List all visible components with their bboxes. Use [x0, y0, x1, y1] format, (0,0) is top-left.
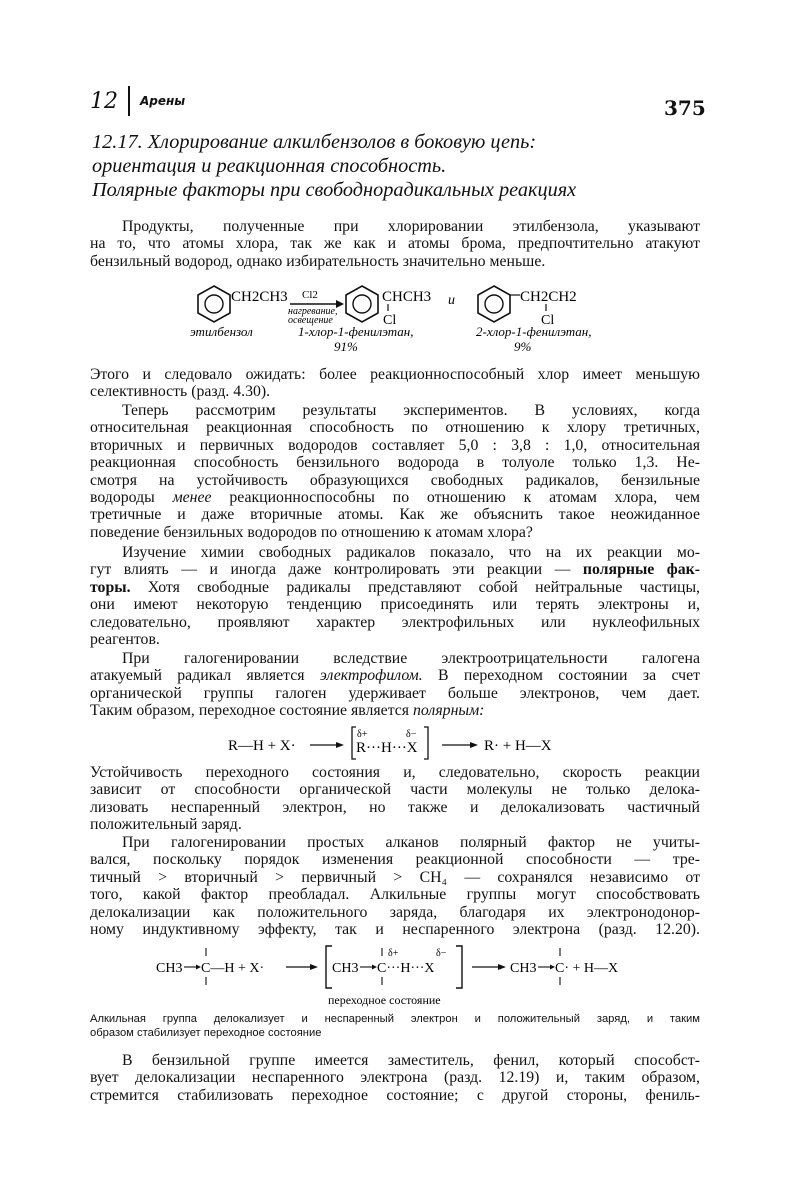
text-line: тичный > вторичный > первичный > CH₄ — сохранялся независимо от: [90, 868, 700, 886]
product1-cl: Cl: [383, 313, 397, 328]
conjunction: и: [448, 293, 455, 308]
paragraph-experiments: [90, 402, 700, 541]
delta-plus: δ+: [357, 729, 368, 740]
equation-svg: [226, 724, 586, 764]
paragraph-benzyl: [90, 1052, 700, 1104]
ts-methyl: CH3: [332, 961, 359, 976]
conditions-line1: нагревание,: [288, 306, 338, 317]
conditions-line2: освещение: [288, 315, 333, 326]
text-line: [90, 561, 700, 578]
arrow-head-icon: [336, 742, 344, 748]
chlorination-scheme-svg: [186, 280, 726, 360]
text-line: следовательно, проявляют характер электрофильных или нуклеофильных: [90, 613, 700, 631]
text-line: реакционная способность бензильного водорода в толуоле только 1,3. Не-: [90, 454, 700, 472]
text-line: третичные и даже вторичные атомы. Как же объяснить такое неожиданное: [90, 506, 700, 524]
arrow-head-icon: [310, 964, 318, 970]
paragraph-stability: [90, 764, 700, 834]
delta-minus: δ−: [406, 729, 417, 740]
text-line: [90, 667, 700, 684]
product2-cl: Cl: [541, 313, 555, 328]
emphasis-electrophile: электрофилом.: [319, 667, 423, 685]
right-bracket: [456, 946, 462, 988]
emphasis-polar: полярным:: [413, 702, 485, 720]
arrow-head-icon: [470, 742, 478, 748]
text-line: ному индуктивному эффекту, так и неспаренного электрона (разд. 12.20).: [90, 921, 700, 939]
reactant-name: этилбензол: [190, 324, 253, 339]
paragraph-halogenation: [90, 650, 700, 720]
product1-group: CHCH3: [382, 289, 432, 305]
ts-rest: C···H···X: [377, 961, 435, 976]
equation-alkyl-transition-state: [154, 944, 654, 1008]
lhs-methyl: CH3: [156, 961, 183, 976]
product2-yield: 9%: [514, 339, 532, 354]
chlorination-scheme: [186, 280, 726, 360]
product1-yield: 91%: [334, 339, 358, 354]
text-span: Хотя свободные радикалы представляют собой нейтральные частицы,: [147, 578, 701, 596]
text-line: положительный заряд.: [90, 816, 242, 834]
text-line: В бензильной группе имеется заместитель, фенил, который способст-: [122, 1052, 700, 1069]
text-line: относительная реакционная способность по отношению к хлору третичных,: [90, 419, 700, 437]
text-line: вует делокализации неспаренного электрона (разд. 12.19) и, таким образом,: [90, 1069, 700, 1087]
text-line: органической группы галоген удерживает больше электронов, чем дает.: [90, 684, 700, 702]
transition-state-label: переходное состояние: [328, 993, 441, 1007]
text-line: [90, 702, 700, 719]
ts-delta-minus: δ−: [436, 948, 447, 959]
text-line: Устойчивость переходного состояния и, следовательно, скорость реакции: [90, 764, 700, 781]
text-line: Этого и следовало ожидать: более реакционноспособный хлор имеет меньшую: [90, 366, 700, 383]
text-line: лизовать неспаренный электрон, но также и делокализовать частичный: [90, 798, 700, 816]
section-title-line: Полярные факторы при свободнорадикальных реакциях: [92, 179, 577, 201]
product1-name: 1-хлор-1-фенилэтан,: [298, 324, 414, 339]
caption-line: Алкильная группа делокализует и неспаренный электрон и положительный заряд, и таким: [90, 1013, 700, 1025]
rhs-rest: C· + H—X: [555, 961, 619, 976]
text-line: бензильный водород, однако избирательность значительно меньше.: [90, 252, 546, 270]
arrow-head-icon: [498, 964, 506, 970]
bold-term: полярные фак-: [582, 561, 700, 579]
paragraph-polar-factors: [90, 544, 700, 648]
text-line: Изучение химии свободных радикалов показало, что на их реакции мо-: [122, 544, 700, 561]
text-line: на то, что атомы хлора, так же как и атомы брома, предпочтительно атакуют: [90, 235, 700, 253]
text-line: смотря на устойчивость образующихся свободных радикалов, бензильные: [90, 471, 700, 489]
equation-lhs: R—H + X·: [228, 738, 296, 754]
section-title: [92, 130, 732, 202]
paragraph-expectation: [90, 366, 700, 401]
text-line: реагентов.: [90, 631, 160, 649]
paragraph-alkanes: [90, 834, 700, 938]
benzene-ring-icon: [478, 286, 510, 322]
text-span: Таким образом, переходное состояние является: [90, 702, 410, 720]
chapter-number: 12: [90, 88, 118, 114]
emphasis-less: менее: [172, 489, 212, 507]
text-span: реакционноспособны по отношению к атомам хлора, чем: [229, 489, 700, 507]
text-line: При галогенировании вследствие электроотрицательности галогена: [122, 650, 700, 667]
equation-transition-state: [226, 724, 586, 764]
text-line: стремится стабилизовать переходное состояние; с другой стороны, фениль-: [90, 1086, 700, 1104]
reagent: Cl2: [302, 289, 318, 301]
text-line: того, какой фактор преобладал. Алкильные группы могут способствовать: [90, 886, 700, 904]
benzene-ring-icon: [346, 286, 378, 322]
text-line: зависит от способности органической части молекулы не только делока-: [90, 781, 700, 799]
text-span: В переходном состоянии за счет: [438, 667, 701, 685]
benzene-ring-icon: [198, 286, 230, 322]
section-title-line: 12.17. Хлорирование алкилбензолов в боковую цепь:: [92, 131, 537, 153]
text-span: гут влиять — и иногда даже контролировать эти реакции —: [90, 561, 571, 579]
right-bracket: [424, 727, 428, 759]
lhs-rest: C—H + X·: [201, 961, 265, 976]
running-head: [90, 86, 185, 116]
text-line: селективность (разд. 4.30).: [90, 383, 271, 401]
text-line: [90, 489, 700, 506]
reactant-group: CH2CH3: [231, 289, 288, 305]
text-line: вторичных и первичных водородов составляет 5,0 : 3,8 : 1,0, относительная: [90, 436, 700, 454]
text-line: Теперь рассмотрим результаты экспериментов. В условиях, когда: [122, 402, 700, 419]
text-line: вался, поскольку порядок изменения реакционной способности — тре-: [90, 851, 700, 869]
text-line: Продукты, полученные при хлорировании этилбензола, указывают: [122, 218, 700, 235]
text-line: делокализации как положительного заряда, благодаря их электронодонор-: [90, 903, 700, 921]
text-line: [90, 579, 700, 596]
product2-group: CH2CH2: [520, 289, 577, 305]
bold-term: торы.: [90, 578, 131, 596]
scheme-caption: [90, 1012, 700, 1040]
text-span: водороды: [90, 489, 155, 507]
chapter-title: Арены: [140, 94, 186, 108]
page-number: 375: [664, 96, 706, 120]
header-divider: [128, 86, 130, 116]
text-span: атакуемый радикал является: [90, 667, 305, 685]
ts-delta-plus: δ+: [388, 948, 399, 959]
equation2-svg: [154, 944, 654, 1008]
text-line: При галогенировании простых алканов полярный фактор не учиты-: [122, 834, 700, 851]
text-line: они имеют некоторую тенденцию присоединять или терять электроны и,: [90, 596, 700, 614]
product2-name: 2-хлор-1-фенилэтан,: [476, 324, 592, 339]
transition-state: R···H···X: [356, 740, 418, 756]
equation-rhs: R· + H—X: [484, 738, 552, 754]
caption-line: образом стабилизует переходное состояние: [90, 1027, 322, 1039]
paragraph-intro: [90, 218, 700, 270]
text-line: поведение бензильных водородов по отношению к атомам хлора?: [90, 523, 533, 541]
section-title-line: ориентация и реакционная способность.: [92, 155, 447, 177]
rhs-methyl: CH3: [510, 961, 537, 976]
